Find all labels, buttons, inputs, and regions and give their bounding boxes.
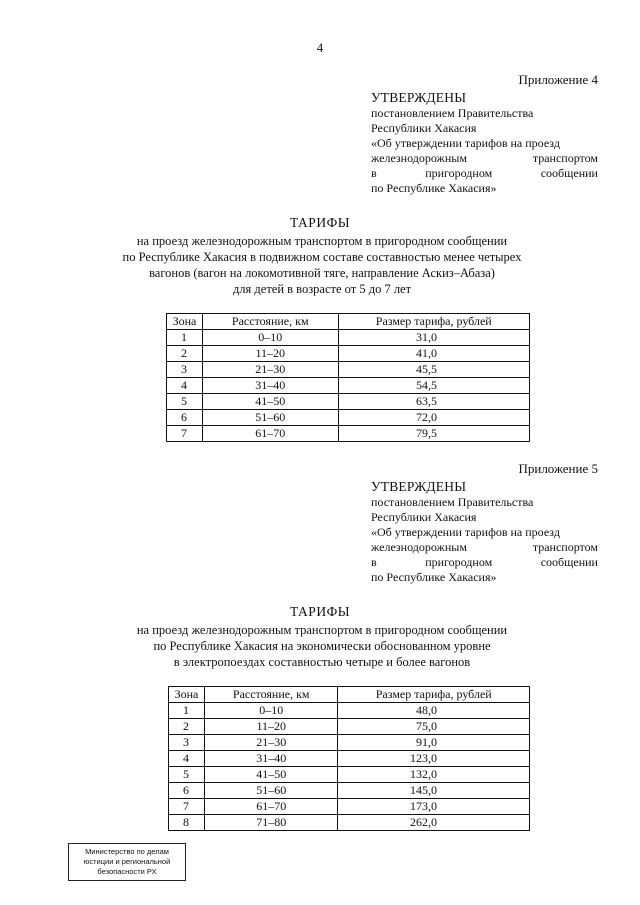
stamp-line: Министерство по делам (85, 847, 169, 856)
distance-cell: 61–70 (202, 426, 338, 442)
zone-cell: 2 (169, 719, 205, 735)
tariff-description-line: для детей в возрасте от 5 до 7 лет (232, 282, 412, 296)
table-row (167, 346, 530, 362)
appendix-4-approval-block (371, 89, 598, 196)
approval-word: пригородном (425, 166, 493, 180)
rate-cell: 54,5 (338, 378, 530, 394)
column-header-zone: Зона (169, 687, 205, 703)
distance-cell: 61–70 (204, 799, 338, 815)
distance-cell: 11–20 (204, 719, 338, 735)
tariff-description-line: в электропоездах составностью четыре и более вагонов (173, 655, 471, 669)
approval-line (371, 151, 598, 166)
zone-cell: 3 (167, 362, 203, 378)
column-header-distance: Расстояние, км (202, 314, 338, 330)
table-row (167, 362, 530, 378)
zone-cell: 1 (169, 703, 205, 719)
approval-line: «Об утверждении тарифов на проезд (371, 525, 560, 539)
rate-cell: 63,5 (338, 394, 530, 410)
appendix-5-approval-block (371, 478, 598, 585)
table-row (169, 799, 530, 815)
stamp-line: безопасности РХ (97, 867, 157, 876)
zone-cell: 4 (167, 378, 203, 394)
approval-word: железнодорожным (371, 151, 467, 165)
table-row (169, 815, 530, 831)
approval-line: Республики Хакасия (371, 510, 477, 524)
distance-cell: 31–40 (204, 751, 338, 767)
rate-cell: 132,0 (338, 767, 530, 783)
distance-cell: 11–20 (202, 346, 338, 362)
tariff-table-appendix-5 (168, 686, 530, 831)
column-header-zone: Зона (167, 314, 203, 330)
distance-cell: 21–30 (202, 362, 338, 378)
distance-cell: 31–40 (202, 378, 338, 394)
approval-word: пригородном (425, 555, 493, 569)
zone-cell: 4 (169, 751, 205, 767)
rate-cell: 48,0 (338, 703, 530, 719)
tariff-description-line: на проезд железнодорожным транспортом в пригородном сообщении (136, 234, 508, 248)
column-header-rate: Размер тарифа, рублей (338, 687, 530, 703)
zone-cell: 6 (167, 410, 203, 426)
zone-cell: 7 (169, 799, 205, 815)
approval-line: «Об утверждении тарифов на проезд (371, 136, 560, 150)
rate-cell: 145,0 (338, 783, 530, 799)
rate-cell: 75,0 (338, 719, 530, 735)
table-row (167, 394, 530, 410)
approval-line: Республики Хакасия (371, 121, 477, 135)
tariff-description-line: вагонов (вагон на локомотивной тяге, направление Аскиз–Абаза) (149, 266, 495, 280)
column-header-rate: Размер тарифа, рублей (338, 314, 530, 330)
stamp-line: юстиции и региональной (83, 857, 171, 866)
tariff-description (100, 622, 544, 670)
tariff-description (100, 233, 544, 297)
approval-line (371, 540, 598, 555)
distance-cell: 41–50 (202, 394, 338, 410)
approved-heading: УТВЕРЖДЕНЫ (371, 479, 467, 494)
appendix-5-label: Приложение 5 (518, 461, 598, 476)
tariff-description-line: по Республике Хакасия на экономически обоснованном уровне (153, 639, 491, 653)
approval-word: железнодорожным (371, 540, 467, 554)
zone-cell: 1 (167, 330, 203, 346)
table-row (169, 719, 530, 735)
distance-cell: 51–60 (204, 783, 338, 799)
zone-cell: 6 (169, 783, 205, 799)
table-header-row (169, 687, 530, 703)
column-header-distance: Расстояние, км (204, 687, 338, 703)
approval-word: в (371, 555, 377, 569)
page-number: 4 (316, 40, 324, 55)
zone-cell: 2 (167, 346, 203, 362)
distance-cell: 0–10 (204, 703, 338, 719)
zone-cell: 5 (167, 394, 203, 410)
rate-cell: 91,0 (338, 735, 530, 751)
appendix-4-label: Приложение 4 (518, 72, 598, 87)
table-row (169, 735, 530, 751)
table-row (167, 410, 530, 426)
approval-word: в (371, 166, 377, 180)
table-row (167, 378, 530, 394)
zone-cell: 7 (167, 426, 203, 442)
table-row (169, 783, 530, 799)
rate-cell: 173,0 (338, 799, 530, 815)
rate-cell: 123,0 (338, 751, 530, 767)
distance-cell: 21–30 (204, 735, 338, 751)
approval-word: транспортом (532, 540, 598, 554)
distance-cell: 51–60 (202, 410, 338, 426)
approved-heading: УТВЕРЖДЕНЫ (371, 90, 467, 105)
approval-line: постановлением Правительства (371, 106, 534, 120)
rate-cell: 45,5 (338, 362, 530, 378)
table-header-row (167, 314, 530, 330)
approval-word: транспортом (532, 151, 598, 165)
tariff-description-line: на проезд железнодорожным транспортом в пригородном сообщении (136, 623, 508, 637)
table-row (169, 703, 530, 719)
approval-word: сообщении (540, 166, 598, 180)
rate-cell: 31,0 (338, 330, 530, 346)
ministry-stamp (68, 843, 186, 881)
rate-cell: 72,0 (338, 410, 530, 426)
distance-cell: 41–50 (204, 767, 338, 783)
zone-cell: 8 (169, 815, 205, 831)
tariff-title: ТАРИФЫ (289, 604, 351, 619)
distance-cell: 71–80 (204, 815, 338, 831)
table-row (167, 426, 530, 442)
approval-line: по Республике Хакасия» (371, 570, 497, 584)
rate-cell: 262,0 (338, 815, 530, 831)
approval-line (371, 555, 598, 570)
zone-cell: 3 (169, 735, 205, 751)
tariff-title: ТАРИФЫ (289, 215, 351, 230)
rate-cell: 41,0 (338, 346, 530, 362)
tariff-table-appendix-4 (166, 313, 530, 442)
rate-cell: 79,5 (338, 426, 530, 442)
approval-line: по Республике Хакасия» (371, 181, 497, 195)
table-row (167, 330, 530, 346)
approval-line: постановлением Правительства (371, 495, 534, 509)
table-row (169, 751, 530, 767)
table-row (169, 767, 530, 783)
tariff-description-line: по Республике Хакасия в подвижном составе составностью менее четырех (122, 250, 522, 264)
approval-word: сообщении (540, 555, 598, 569)
approval-line (371, 166, 598, 181)
zone-cell: 5 (169, 767, 205, 783)
distance-cell: 0–10 (202, 330, 338, 346)
